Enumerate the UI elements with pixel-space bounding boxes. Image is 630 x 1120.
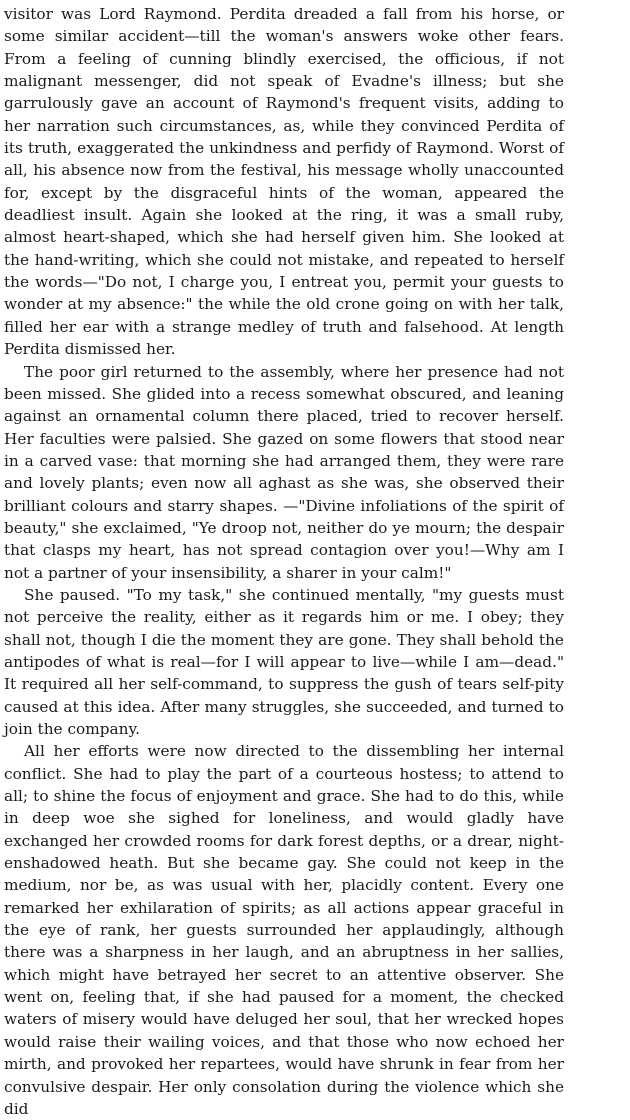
page-body: [4, 3, 564, 1120]
paragraph-efforts: All her efforts were now directed to the dissembling her internal conflict. She had to play the part of a courteous hostess; to attend to all; to shine the focus of enjoyment and grace. She had to do this, while in deep woe she sighed for loneliness, and would gladly have exchanged her crowded rooms for dark forest depths, or a drear, night-enshadowed heath. But she became gay. She could not keep in the medium, nor be, as was usual with her, placidly content. Every one remarked her exhilaration of spirits; as all actions appear graceful in the eye of rank, her guests surrounded her applaudingly, although there was a sharpness in her laugh, and an abruptness in her sallies, which might have betrayed her secret to an attentive observer. She went on, feeling that, if she had paused for a moment, the checked waters of misery would have deluged her soul, that her wrecked hopes would raise their wailing voices, and that those who now echoed her mirth, and provoked her repartees, would have shrunk in fear from her convulsive despair. Her only consolation during the violence which she did: [4, 742, 564, 1118]
paragraph-task: She paused. "To my task," she continued mentally, "my guests must not perceive the reality, either as it regards him or me. I obey; they shall not, though I die the moment they are gone. They shall behold the antipodes of what is real—for I will appear to live—while I am—dead." It required all her self-command, to suppress the gush of tears self-pity caused at this idea. After many struggles, she succeeded, and turned to join the company.: [4, 585, 564, 738]
paragraph-continued: visitor was Lord Raymond. Perdita dreaded a fall from his horse, or some similar accident—till the woman's answers woke other fears. From a feeling of cunning blindly exercised, the officious, if not malignant messenger, did not speak of Evadne's illness; but she garrulously gave an account of Raymond's frequent visits, adding to her narration such circumstances, as, while they convinced Perdita of its truth, exaggerated the unkindness and perfidy of Raymond. Worst of all, his absence now from the festival, his message wholly unaccounted for, except by the disgraceful hints of the woman, appeared the deadliest insult. Again she looked at the ring, it was a small ruby, almost heart-shaped, which she had herself given him. She looked at the hand-writing, which she could not mistake, and repeated to herself the words—"Do not, I charge you, I entreat you, permit your guests to wonder at my absence:" the while the old crone going on with her talk, filled her ear with a strange medley of truth and falsehood. At length Perdita dismissed her.: [4, 5, 564, 359]
paragraph-assembly: The poor girl returned to the assembly, where her presence had not been missed. She glided into a recess somewhat obscured, and leaning against an ornamental column there placed, tried to recover herself. Her faculties were palsied. She gazed on some flowers that stood near in a carved vase: that morning she had arranged them, they were rare and lovely plants; even now all aghast as she was, she observed their brilliant colours and starry shapes. —"Divine infoliations of the spirit of beauty," she exclaimed, "Ye droop not, neither do ye mourn; the despair that clasps my heart, has not spread contagion over you!—Why am I not a partner of your insensibility, a sharer in your calm!": [4, 362, 564, 582]
